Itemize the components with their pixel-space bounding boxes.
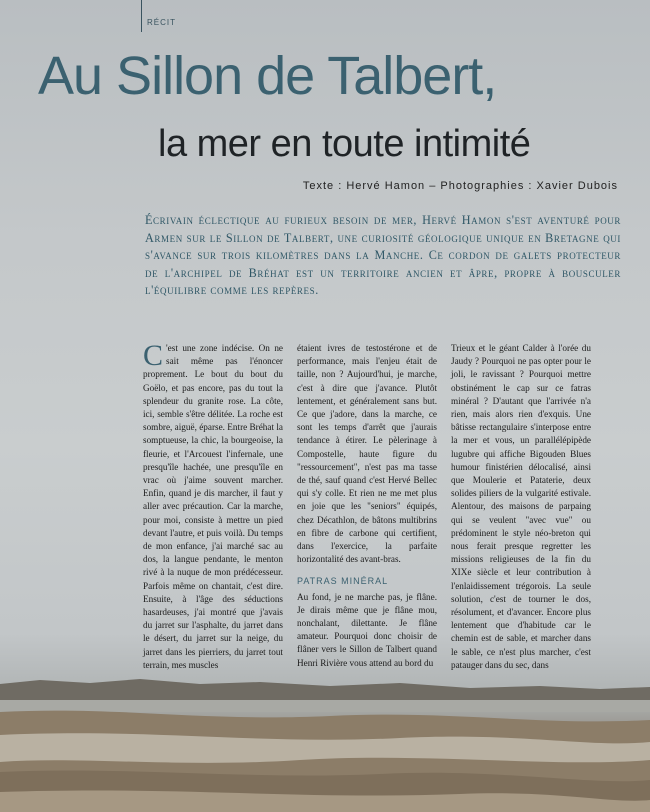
column-2-text-continued: Au fond, je ne marche pas, je flâne. Je dirais même que je flâne mou, nonchalant, dilettante. Je flâne amateur. Pourquoi donc choisir de flâner vers le Sillon de Talbert quand Henri Rivière vous attend au bord du: [297, 591, 437, 668]
intro-paragraph: Écrivain éclectique au furieux besoin de mer, Hervé Hamon s'est aventuré pour Armen sur le Sillon de Talbert, une curiosité géologique unique en Bretagne qui s'avance sur trois kilomètres dans la Manche. Ce cordon de galets protecteur de l'archipel de Bréhat est un territoire ancien et âpre, propre à bousculer l'équilibre comme les repères.: [145, 213, 621, 297]
column-3-text: Trieux et le géant Calder à l'orée du Jaudy ? Pourquoi ne pas opter pour le joli, le ravissant ? Pourquoi mettre obstinément le cap sur ce fatras minéral ? D'autant que l'arrivée n'a rien, mais alors rien d'exquis. Une bâtisse rectangulaire s'interpose entre la mer et vous, un parallélépipède lugubre qui affiche Bigouden Blues humour finistérien délocalisé, ainsi que Moulerie et Pataterie, deux solides piliers de la vulgarité estivale. Alentour, des maisons de parpaing qui se veulent "avec vue" ou prédominent le style néo-breton qui nous ferait presque regretter les missions religieuses de la fin du XIXe siècle et leur contribution à l'enlaidissement trégorois. La seule solution, c'est de tourner le dos, résolument, et d'avancer. Encore plus lentement que d'habitude car le chemin est de sable, et marcher dans le sable, ce n'est plus marcher, c'est patauger dans du sec, dans: [451, 343, 591, 670]
title-line-2: la mer en toute intimité: [158, 123, 531, 165]
section-kicker: RÉCIT: [147, 18, 176, 27]
column-2-text: étaient ivres de testostérone et de performance, mais l'enjeu était de taille, non ? Aujourd'hui, je marche, c'est à dire que j'avance. Plutôt lentement, et généralement sans but. Ce que j'adore, dans la marche, ce sont les temps d'arrêt que j'aurais tendance à étirer. Le pèlerinage à Compostelle, haute figure du "ressourcement", n'est pas ma tasse de thé, sauf quand c'est Hervé Bellec qui s'y colle. Et rien ne me met plus en joie que les "seniors" équipés, chez Décathlon, de bâtons multibrins en fibre de carbone qui certifient, dans l'exercice, la parfaite horizontalité des avant-bras.: [297, 343, 437, 565]
article-column-3: [451, 342, 591, 672]
article-column-1: [143, 339, 283, 672]
subheading: PATRAS MINÉRAL: [297, 576, 389, 587]
column-1-text: 'est une zone indécise. On ne sait même pas l'énoncer proprement. Le bout du bout du Goëlo, et pas encore, pas du tout la splendeur du granite rose. La côte, ici, semble s'être délitée. La roche est sombre, aiguë, éparse. Entre Bréhat la somptueuse, la chic, la bourgeoise, la fleurie, et l'Arcouest l'infernale, une presqu'île hachée, une presqu'île en vrac où j'aime souvent marcher. Enfin, quand je dis marcher, il faut y aller avec précaution. Car la marche, pour moi, consiste à mettre un pied devant l'autre, et puis voilà. Du temps de mon enfance, j'ai marché sac au dos, la langue pendante, le menton rivé à la nuque de mon prédécesseur. Parfois même on chantait, c'est dire. Ensuite, à l'âge des séductions hasardeuses, j'ai montré que j'avais du jarret sur l'asphalte, du jarret dans le désert, du jarret sur la neige, du jarret dans les pierriers, du jarret tout terrain, mes muscles: [143, 343, 283, 670]
credits-line: Texte : Hervé Hamon – Photographies : Xavier Dubois: [302, 180, 618, 192]
article-column-2: [297, 342, 437, 670]
kicker-rule: [141, 0, 142, 32]
title-line-1: Au Sillon de Talbert,: [38, 46, 497, 106]
drop-cap: C: [143, 339, 164, 372]
